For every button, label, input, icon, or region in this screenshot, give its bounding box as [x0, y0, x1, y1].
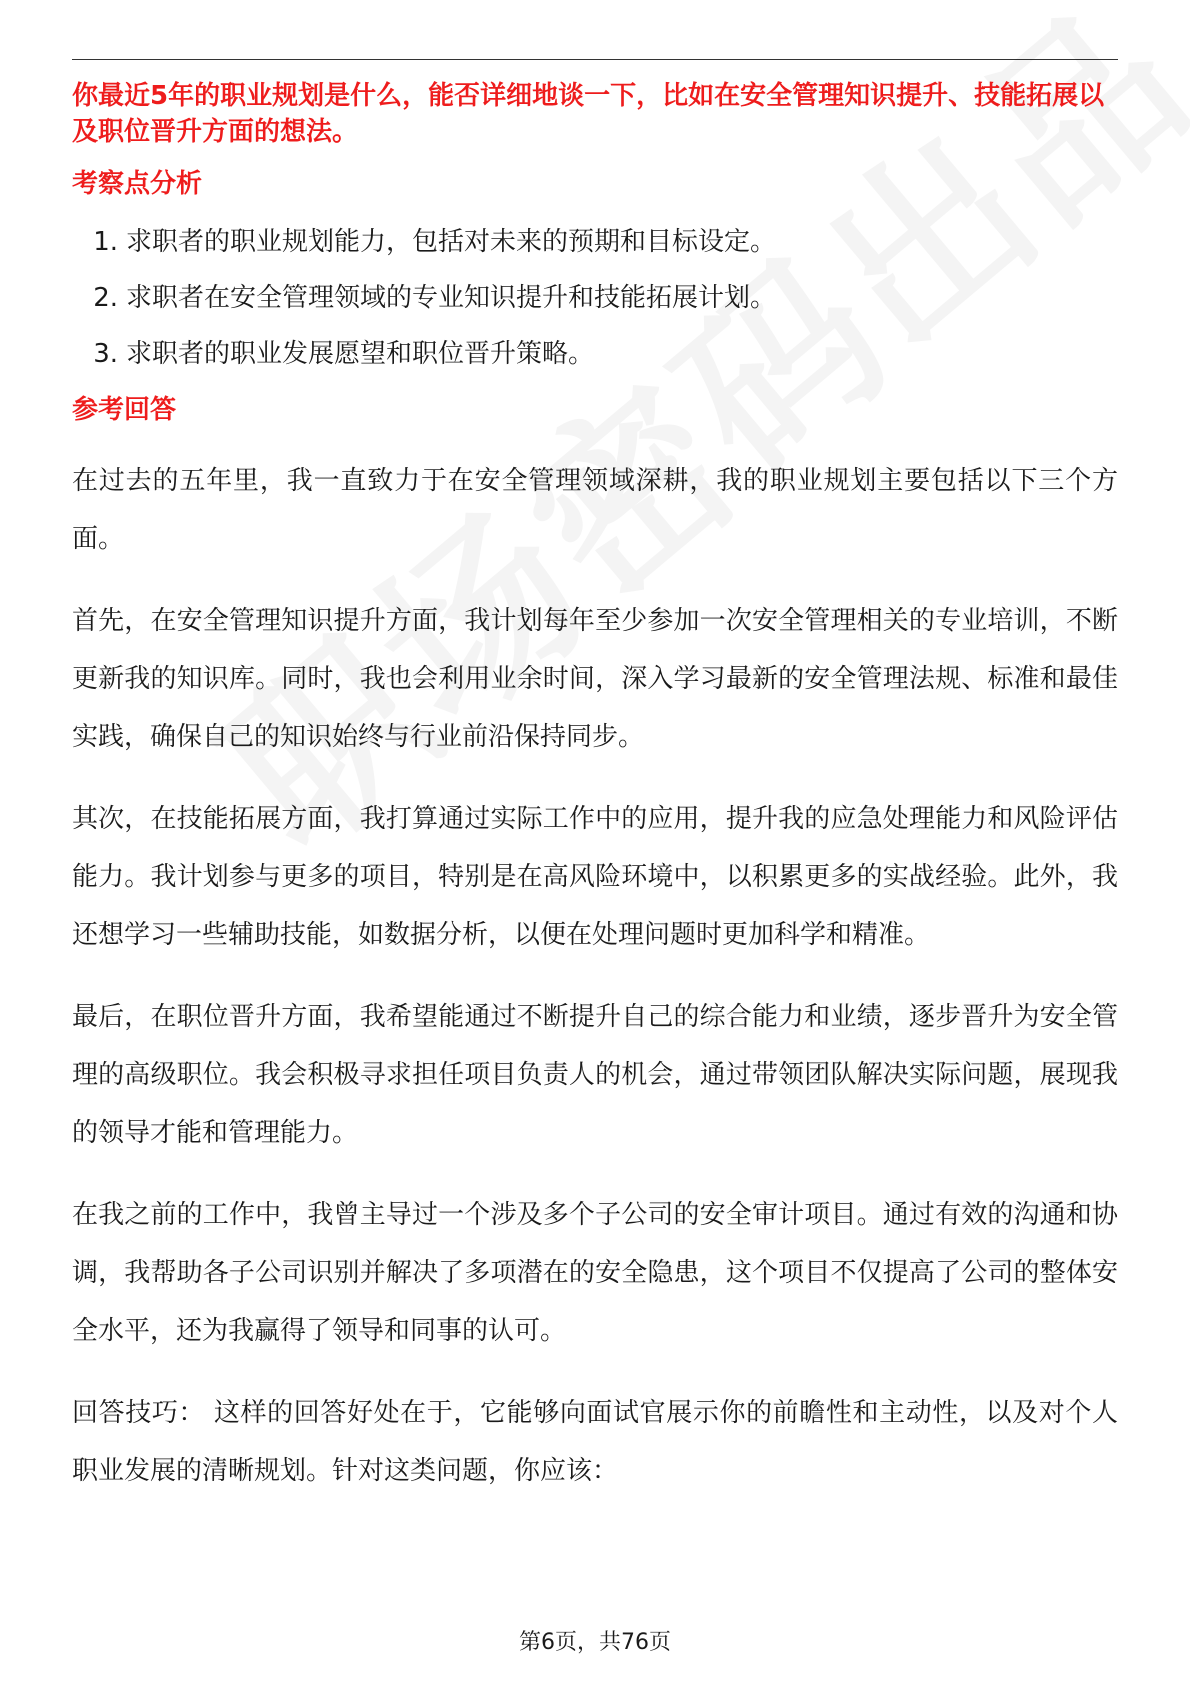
- question-text: 你最近5年的职业规划是什么，能否详细地谈一下，比如在安全管理知识提升、技能拓展以及职位晋升方面的想法。: [72, 81, 1105, 147]
- list-item-number: 1.: [93, 227, 118, 257]
- list-item-number: 2.: [93, 283, 118, 313]
- analysis-list: [72, 224, 1118, 372]
- header-rule: [72, 59, 1118, 60]
- answer-paragraph: 其次，在技能拓展方面，我打算通过实际工作中的应用，提升我的应急处理能力和风险评估能力。我计划参与更多的项目，特别是在高风险环境中，以积累更多的实战经验。此外，我还想学习一些辅助技能，如数据分析，以便在处理问题时更加科学和精准。: [72, 804, 1118, 950]
- list-item: [72, 280, 1118, 316]
- answer-heading: 参考回答: [72, 395, 177, 425]
- list-item: [72, 336, 1118, 372]
- answer-paragraph: 首先，在安全管理知识提升方面，我计划每年至少参加一次安全管理相关的专业培训，不断更新我的知识库。同时，我也会利用业余时间，深入学习最新的安全管理法规、标准和最佳实践，确保自己的知识始终与行业前沿保持同步。: [72, 606, 1118, 752]
- list-item-text: 求职者的职业发展愿望和职位晋升策略。: [126, 339, 595, 369]
- answer-paragraph: 最后，在职位晋升方面，我希望能通过不断提升自己的综合能力和业绩，逐步晋升为安全管理的高级职位。我会积极寻求担任项目负责人的机会，通过带领团队解决实际问题，展现我的领导才能和管理能力。: [72, 1002, 1118, 1148]
- analysis-heading: 考察点分析: [72, 169, 203, 199]
- list-item: [72, 224, 1118, 260]
- answer-tips-paragraph: 回答技巧： 这样的回答好处在于，它能够向面试官展示你的前瞻性和主动性，以及对个人职业发展的清晰规划。针对这类问题，你应该：: [72, 1398, 1118, 1486]
- answer-paragraph: 在过去的五年里，我一直致力于在安全管理领域深耕，我的职业规划主要包括以下三个方面。: [72, 466, 1118, 554]
- page-number: 第6页，共76页: [519, 1630, 671, 1655]
- list-item-text: 求职者的职业规划能力，包括对未来的预期和目标设定。: [126, 227, 777, 257]
- list-item-number: 3.: [93, 339, 118, 369]
- list-item-text: 求职者在安全管理领域的专业知识提升和技能拓展计划。: [126, 283, 777, 313]
- answer-paragraph: 在我之前的工作中，我曾主导过一个涉及多个子公司的安全审计项目。通过有效的沟通和协调，我帮助各子公司识别并解决了多项潜在的安全隐患，这个项目不仅提高了公司的整体安全水平，还为我赢得了领导和同事的认可。: [72, 1200, 1118, 1346]
- document-body: [72, 78, 1118, 1500]
